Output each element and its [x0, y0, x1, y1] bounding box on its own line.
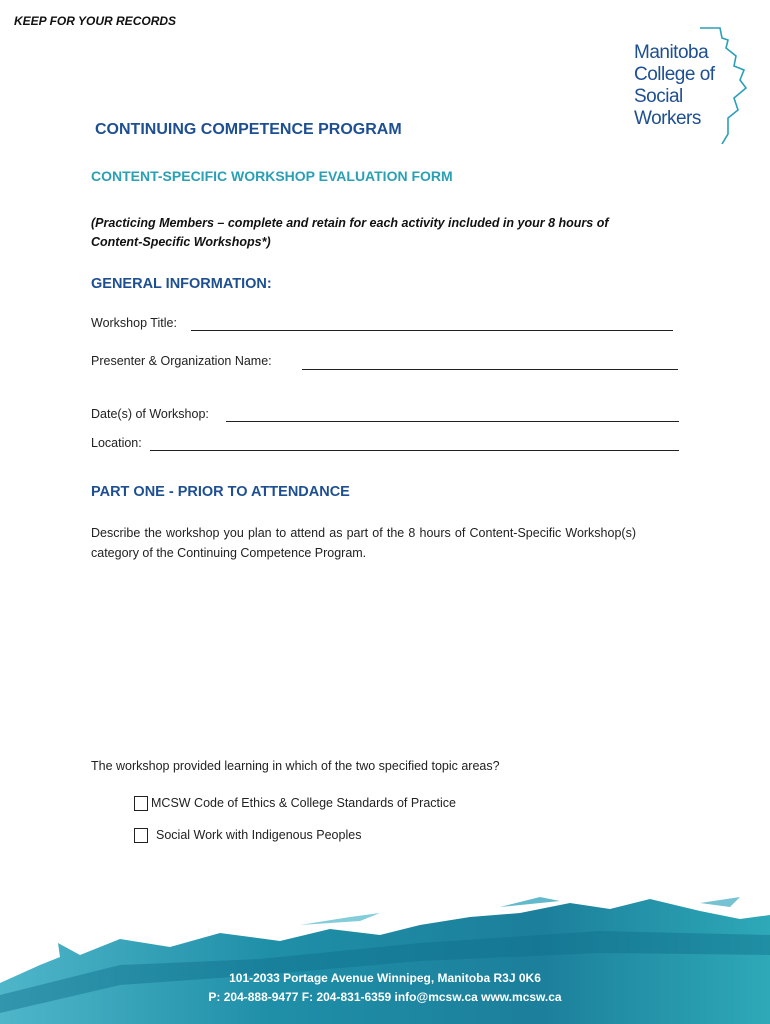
location-field[interactable]: [150, 450, 679, 451]
instruction-note-line-1: (Practicing Members – complete and retain for each activity included in your 8 hours of: [91, 216, 609, 230]
mcsw-logo-text: [634, 42, 715, 130]
dates-label: Date(s) of Workshop:: [91, 407, 209, 421]
checkbox-indigenous-peoples[interactable]: [134, 828, 148, 843]
location-label: Location:: [91, 436, 142, 450]
presenter-label: Presenter & Organization Name:: [91, 354, 272, 368]
instruction-note-line-2: Content-Specific Workshops*): [91, 235, 271, 249]
logo-line-4: Workers: [634, 108, 701, 129]
page-title: CONTINUING COMPETENCE PROGRAM: [95, 121, 402, 138]
option-indigenous-peoples-label: Social Work with Indigenous Peoples: [156, 828, 362, 842]
general-information-heading: GENERAL INFORMATION:: [91, 276, 272, 292]
footer-brush-stroke: [0, 895, 770, 1024]
presenter-field[interactable]: [302, 369, 678, 370]
checkbox-code-of-ethics[interactable]: [134, 796, 148, 811]
logo-line-3: Social: [634, 86, 683, 107]
workshop-title-label: Workshop Title:: [91, 316, 177, 330]
logo-line-2: College of: [634, 64, 715, 85]
footer-address: 101-2033 Portage Avenue Winnipeg, Manitoba R3J 0K6: [229, 971, 541, 985]
topic-question: The workshop provided learning in which of the two specified topic areas?: [91, 759, 500, 773]
part-one-heading: PART ONE - PRIOR TO ATTENDANCE: [91, 484, 350, 500]
option-code-of-ethics-label: MCSW Code of Ethics & College Standards of Practice: [151, 796, 456, 810]
logo-line-1: Manitoba: [634, 42, 709, 63]
form-subtitle: CONTENT-SPECIFIC WORKSHOP EVALUATION FORM: [91, 168, 453, 184]
dates-field[interactable]: [226, 421, 679, 422]
keep-for-records-label: KEEP FOR YOUR RECORDS: [14, 14, 177, 28]
footer-contact: P: 204-888-9477 F: 204-831-6359 info@mcsw.ca www.mcsw.ca: [208, 990, 562, 1004]
part-one-description: Describe the workshop you plan to attend as part of the 8 hours of Content-Specific Workshop(s) category of the Continuing Competence Program.: [91, 526, 636, 560]
instruction-note: [91, 214, 671, 252]
workshop-title-field[interactable]: [191, 330, 673, 331]
